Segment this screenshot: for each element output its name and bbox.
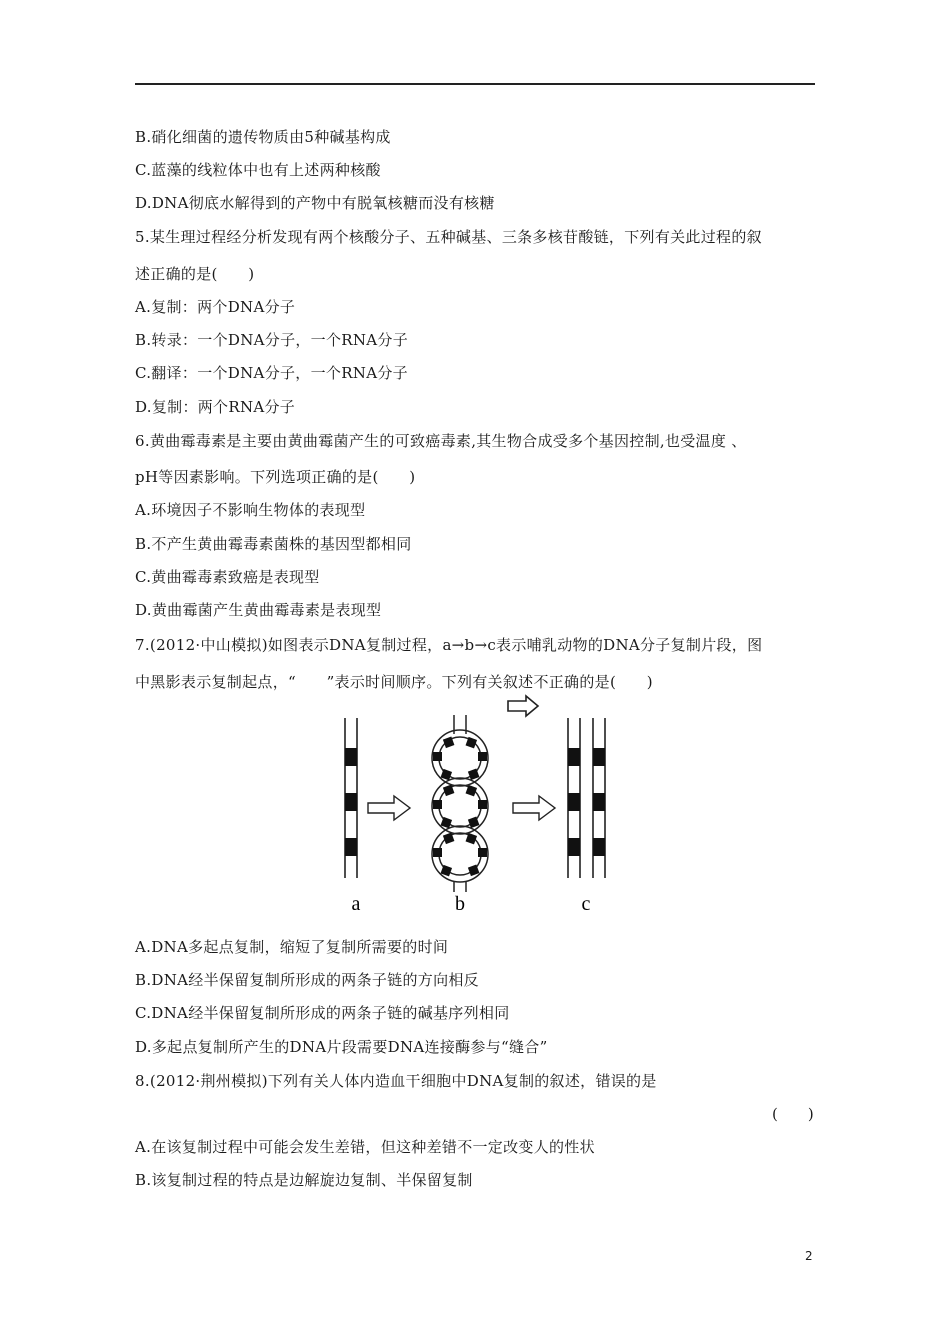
q8-option-b: B.该复制过程的特点是边解旋边复制、半保留复制 xyxy=(135,1171,473,1189)
dna-replication-figure xyxy=(330,690,630,920)
q6-option-a: A.环境因子不影响生物体的表现型 xyxy=(135,501,366,519)
q7-option-c: C.DNA经半保留复制所形成的两条子链的碱基序列相同 xyxy=(135,1004,510,1022)
q8-answer-paren: ( ) xyxy=(772,1105,814,1123)
q8-option-a: A.在该复制过程中可能会发生差错，但这种差错不一定改变人的性状 xyxy=(135,1138,595,1156)
figure-label-b: b xyxy=(455,893,465,915)
q7-option-a: A.DNA多起点复制，缩短了复制所需要的时间 xyxy=(135,938,449,956)
q6-stem-line2: pH等因素影响。下列选项正确的是( ) xyxy=(135,468,416,486)
q4-option-c: C.蓝藻的线粒体中也有上述两种核酸 xyxy=(135,161,381,179)
figure-panel-a xyxy=(345,718,357,878)
q7-option-b: B.DNA经半保留复制所形成的两条子链的方向相反 xyxy=(135,971,479,989)
q5-stem-line1: 5.某生理过程经分析发现有两个核酸分子、五种碱基、三条多核苷酸链，下列有关此过程的叙 xyxy=(135,228,762,246)
page-number: 2 xyxy=(805,1249,813,1263)
header-rule xyxy=(135,83,815,85)
figure-label-a: a xyxy=(351,893,361,915)
q4-option-b: B.硝化细菌的遗传物质由5种碱基构成 xyxy=(135,128,391,146)
q6-option-c: C.黄曲霉毒素致癌是表现型 xyxy=(135,568,320,586)
q7-stem-line2: 中黑影表示复制起点，“ ”表示时间顺序。下列有关叙述不正确的是( ) xyxy=(135,673,653,691)
q8-stem: 8.(2012·荆州模拟)下列有关人体内造血干细胞中DNA复制的叙述，错误的是 xyxy=(135,1072,657,1090)
q5-option-a: A.复制：两个DNA分子 xyxy=(135,298,296,316)
q5-option-d: D.复制：两个RNA分子 xyxy=(135,398,296,416)
q5-option-b: B.转录：一个DNA分子，一个RNA分子 xyxy=(135,331,409,349)
q5-stem-line2: 述正确的是( ) xyxy=(135,265,255,283)
replication-origin-blocks xyxy=(433,737,487,877)
figure-label-c: c xyxy=(581,893,591,915)
q6-stem-line1: 6.黄曲霉毒素是主要由黄曲霉菌产生的可致癌毒素,其生物合成受多个基因控制,也受温度 、 xyxy=(135,432,747,450)
q7-stem-line1: 7.(2012·中山模拟)如图表示DNA复制过程，a→b→c表示哺乳动物的DNA分子复制片段，图 xyxy=(135,636,763,654)
q7-option-d: D.多起点复制所产生的DNA片段需要DNA连接酶参与“缝合” xyxy=(135,1038,548,1056)
arrow-a-to-b-icon xyxy=(368,796,410,820)
figure-panel-c xyxy=(568,718,605,878)
q4-option-d: D.DNA彻底水解得到的产物中有脱氧核糖而没有核糖 xyxy=(135,194,495,212)
q5-option-c: C.翻译：一个DNA分子，一个RNA分子 xyxy=(135,364,408,382)
arrow-b-to-c-icon xyxy=(513,796,555,820)
q6-option-b: B.不产生黄曲霉毒素菌株的基因型都相同 xyxy=(135,535,412,553)
q6-option-d: D.黄曲霉菌产生黄曲霉毒素是表现型 xyxy=(135,601,382,619)
